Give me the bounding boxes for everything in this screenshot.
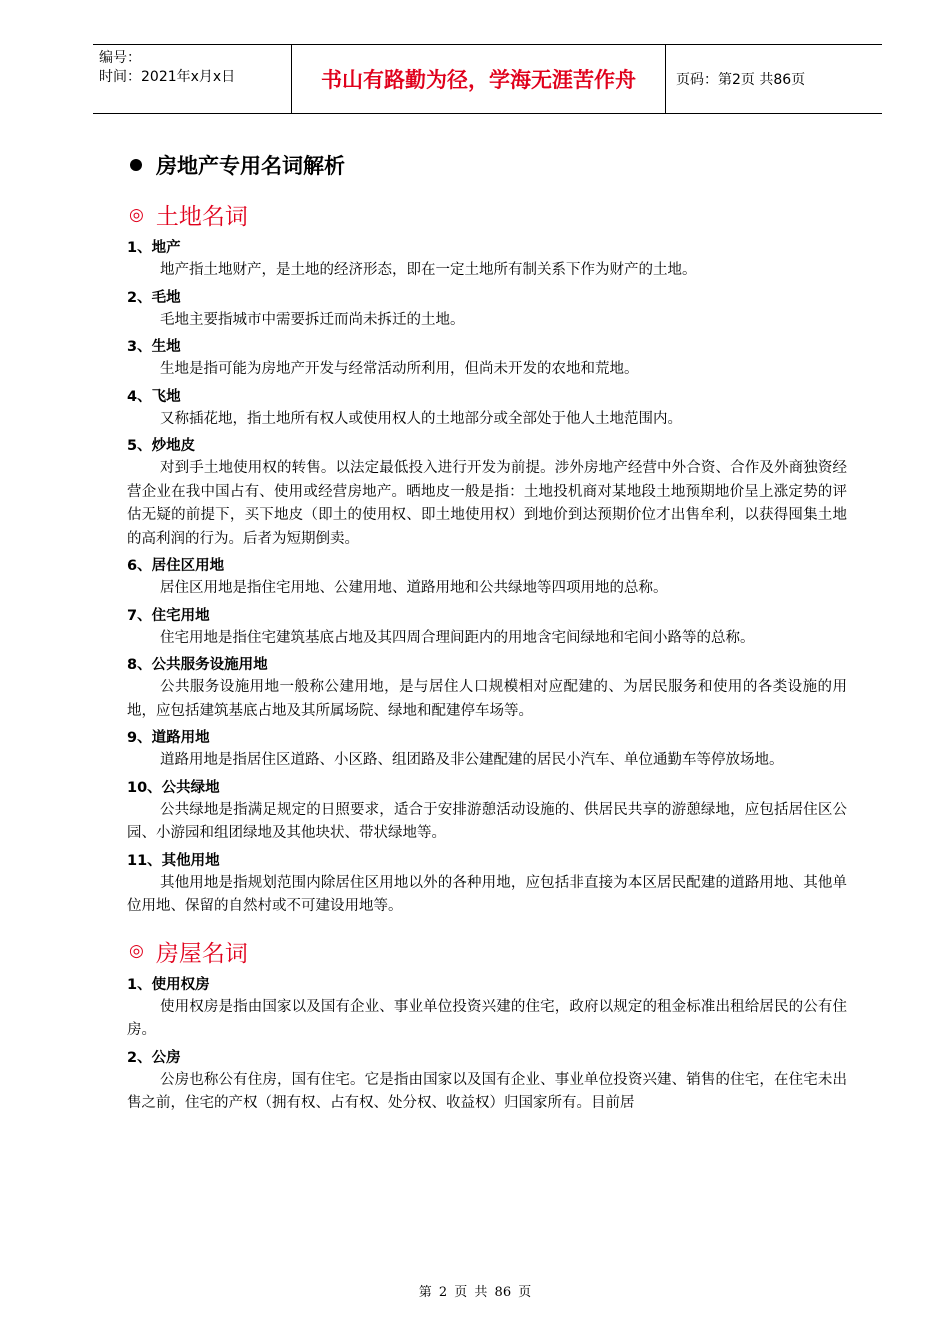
term-definition: 使用权房是指由国家以及国有企业、事业单位投资兴建的住宅，政府以规定的租金标准出租给居民的公有住房。	[127, 998, 847, 1038]
term-entry	[127, 727, 847, 773]
term-definition: 地产指土地财产，是土地的经济形态，即在一定土地所有制关系下作为财产的土地。	[160, 262, 697, 278]
term-entry	[127, 605, 847, 651]
target-circle-icon: ◎	[129, 941, 144, 961]
term-entry	[127, 237, 847, 283]
term-definition: 公房也称公有住房，国有住宅。它是指由国家以及国有企业、事业单位投资兴建、销售的住宅，在住宅未出售之前，住宅的产权（拥有权、占有权、处分权、收益权）归国家所有。目前居	[127, 1071, 847, 1111]
term-entry	[127, 555, 847, 601]
term-heading: 3、生地	[127, 339, 181, 355]
term-heading: 2、公房	[127, 1049, 181, 1066]
term-entry	[127, 777, 847, 846]
term-heading: 10、公共绿地	[127, 779, 220, 796]
term-heading: 7、住宅用地	[127, 607, 210, 624]
section	[127, 198, 847, 919]
term-definition: 居住区用地是指住宅用地、公建用地、道路用地和公共绿地等四项用地的总称。	[160, 580, 668, 596]
term-heading: 1、地产	[127, 240, 181, 256]
term-entry	[127, 386, 847, 432]
term-heading: 5、炒地皮	[127, 438, 196, 454]
term-heading: 8、公共服务设施用地	[127, 657, 268, 673]
section	[127, 935, 847, 1116]
document-title: 房地产专用名词解析	[156, 154, 345, 178]
term-definition: 又称插花地，指土地所有权人或使用权人的土地部分或全部处于他人土地范围内。	[160, 410, 682, 427]
section-title: 土地名词	[155, 204, 248, 230]
term-entry	[127, 336, 847, 382]
sections-container	[127, 198, 847, 1116]
page-footer: 第 2 页 共 86 页	[418, 1285, 532, 1300]
bullet-icon	[130, 159, 142, 171]
term-definition: 住宅用地是指住宅建筑基底占地及其四周合理间距内的用地含宅间绿地和宅间小路等的总称。	[160, 629, 755, 646]
term-entry	[127, 1047, 847, 1116]
document-time-label: 时间：2021年x月x日	[99, 69, 236, 85]
document-number-label: 编号：	[99, 50, 141, 66]
term-definition: 道路用地是指居住区道路、小区路、组团路及非公建配建的居民小汽车、单位通勤车等停放场地。	[160, 752, 784, 768]
term-heading: 11、其他用地	[127, 852, 220, 869]
term-entry	[127, 654, 847, 723]
term-entry	[127, 850, 847, 919]
section-title: 房屋名词	[155, 940, 248, 967]
term-definition: 生地是指可能为房地产开发与经常活动所利用，但尚未开发的农地和荒地。	[160, 361, 639, 377]
document-body	[127, 150, 847, 1118]
term-heading: 1、使用权房	[127, 976, 210, 993]
header-page-label: 页码：第2页 共86页	[676, 72, 806, 88]
term-entry	[127, 287, 847, 333]
header-motto: 书山有路勤为径，学海无涯苦作舟	[292, 45, 666, 113]
header-info-cell	[93, 45, 292, 113]
section-title-row	[127, 198, 847, 231]
page-header	[93, 44, 882, 114]
term-heading: 9、道路用地	[127, 730, 210, 746]
term-definition: 对到手土地使用权的转售。以法定最低投入进行开发为前提。涉外房地产经营中外合资、合作及外商独资经营企业在我中国占有、使用或经营房地产。晒地皮一般是指：土地投机商对某地段土地预期地价呈上涨定势的评估无疑的前提下，买下地皮（即土的使用权、即土地使用权）到地价到达预期价位才出售牟利，以获得囤集土地的高利润的行为。后者为短期倒卖。	[127, 460, 847, 547]
term-definition: 其他用地是指规划范围内除居住区用地以外的各种用地，应包括非直接为本区居民配建的道路用地、其他单位用地、保留的自然村或不可建设用地等。	[127, 874, 847, 914]
term-definition: 公共服务设施用地一般称公建用地，是与居住人口规模相对应配建的、为居民服务和使用的各类设施的用地，应包括建筑基底占地及其所属场院、绿地和配建停车场等。	[127, 679, 847, 719]
target-circle-icon: ◎	[129, 204, 144, 225]
term-definition: 毛地主要指城市中需要拆迁而尚未拆迁的土地。	[160, 311, 465, 328]
term-entry	[127, 974, 847, 1043]
document-title-row	[127, 150, 847, 180]
term-heading: 6、居住区用地	[127, 558, 225, 574]
term-heading: 2、毛地	[127, 289, 181, 306]
term-definition: 公共绿地是指满足规定的日照要求，适合于安排游憩活动设施的、供居民共享的游憩绿地，应包括居住区公园、小游园和组团绿地及其他块状、带状绿地等。	[127, 801, 847, 841]
section-title-row	[127, 935, 847, 968]
term-entry	[127, 435, 847, 551]
term-heading: 4、飞地	[127, 388, 181, 405]
